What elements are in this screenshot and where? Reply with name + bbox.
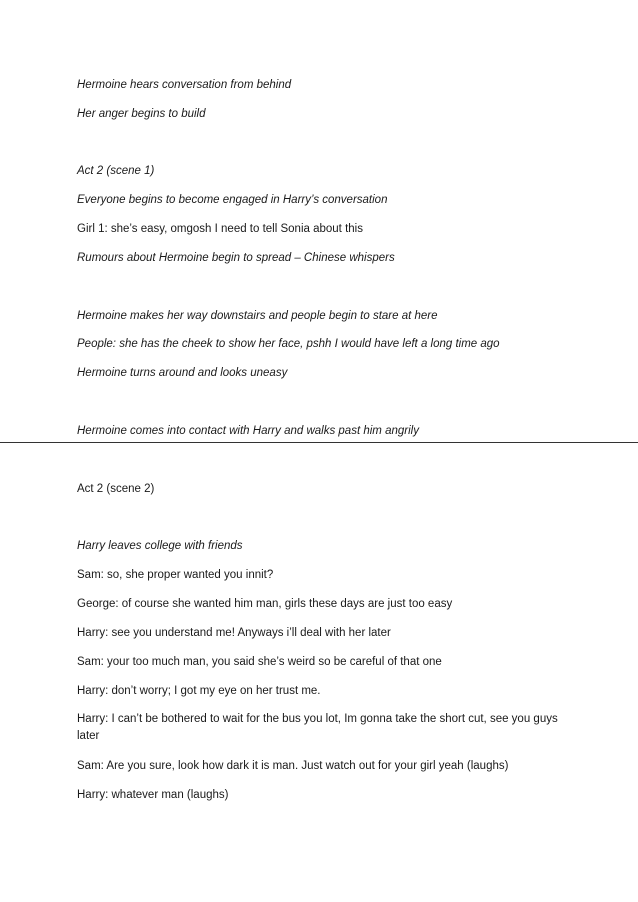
dialogue-line: Harry: see you understand me! Anyways i’ll deal with her later xyxy=(77,627,391,639)
dialogue-line: George: of course she wanted him man, girls these days are just too easy xyxy=(77,598,453,610)
stage-direction: Hermoine comes into contact with Harry and walks past him angrily xyxy=(77,425,419,437)
dialogue-line: Sam: so, she proper wanted you innit? xyxy=(77,569,274,581)
stage-direction: Harry leaves college with friends xyxy=(77,540,243,552)
stage-direction: Hermoine turns around and looks uneasy xyxy=(77,367,288,379)
stage-direction: Everyone begins to become engaged in Harry’s conversation xyxy=(77,194,388,206)
dialogue-line: Sam: your too much man, you said she’s weird so be careful of that one xyxy=(77,656,442,668)
dialogue-line: Sam: Are you sure, look how dark it is man. Just watch out for your girl yeah (laughs) xyxy=(77,760,509,772)
stage-direction: Hermoine makes her way downstairs and people begin to stare at here xyxy=(77,310,438,322)
dialogue-line: Girl 1: she’s easy, omgosh I need to tell Sonia about this xyxy=(77,223,363,235)
page-divider xyxy=(0,442,638,443)
dialogue-line: Harry: don’t worry; I got my eye on her trust me. xyxy=(77,685,321,697)
dialogue-line: Harry: whatever man (laughs) xyxy=(77,789,229,801)
stage-direction: Rumours about Hermoine begin to spread – Chinese whispers xyxy=(77,252,395,264)
dialogue-line: Harry: I can’t be bothered to wait for the bus you lot, Im gonna take the short cut, see you guys later xyxy=(77,713,558,742)
stage-direction: Her anger begins to build xyxy=(77,108,206,120)
scene-heading: Act 2 (scene 2) xyxy=(77,483,155,495)
dialogue-line: People: she has the cheek to show her face, pshh I would have left a long time ago xyxy=(77,338,500,350)
stage-direction: Hermoine hears conversation from behind xyxy=(77,79,292,91)
scene-heading: Act 2 (scene 1) xyxy=(77,165,155,177)
